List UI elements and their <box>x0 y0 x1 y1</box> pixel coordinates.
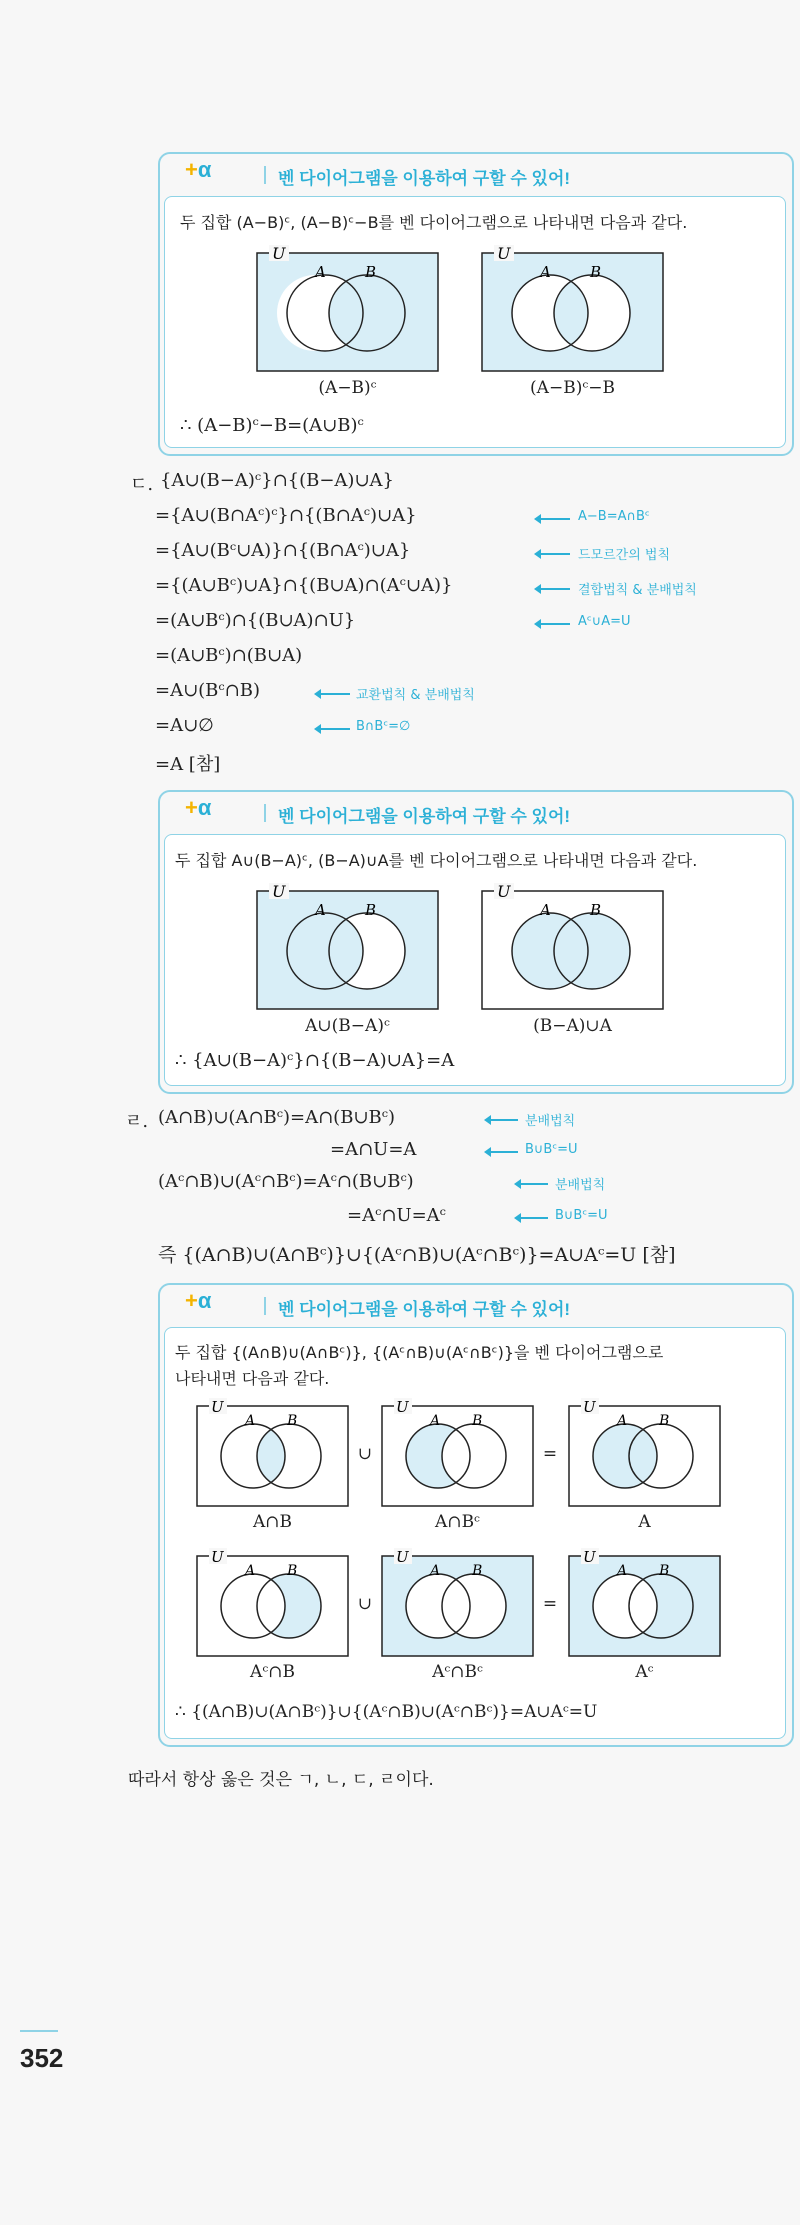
header-divider <box>264 1297 266 1315</box>
derivation-c-line-4: ={(A∪Bᶜ)∪A}∩{(B∪A)∩(Aᶜ∪A)} <box>155 575 453 596</box>
note-difference-law: A−B=A∩Bᶜ <box>578 509 650 524</box>
derivation-d-label: ㄹ. <box>125 1111 149 1132</box>
svg-text:A: A <box>430 1563 441 1579</box>
derivation-c-line-8: =A∪∅ <box>155 715 214 736</box>
note-arrow <box>520 1217 548 1219</box>
svg-text:U: U <box>272 883 286 901</box>
box2-intro: 두 집합 A∪(B−A)ᶜ, (B−A)∪A를 벤 다이어그램으로 나타내면 다음과 같다. <box>175 851 698 870</box>
venn-label-u: U <box>272 245 286 263</box>
derivation-d-line-3: (Aᶜ∩B)∪(Aᶜ∩Bᶜ)=Aᶜ∩(B∪Bᶜ) <box>158 1171 414 1192</box>
note-arrow <box>540 588 570 590</box>
note-commutative-distributive: 교환법칙 & 분배법칙 <box>356 688 475 703</box>
svg-text:B: B <box>365 263 377 281</box>
venn-diagram-a-complement <box>567 1548 722 1660</box>
derivation-c-label: ㄷ. <box>130 474 154 495</box>
venn-diagram-b-minus-a-union-a <box>480 883 665 1013</box>
note-arrow <box>540 518 570 520</box>
caption-a-complement-intersect-b-complement: Aᶜ∩Bᶜ <box>432 1662 483 1682</box>
page-number-rule <box>20 2030 58 2032</box>
venn-diagram-a-complement-intersect-b <box>195 1548 350 1660</box>
note-arrow <box>520 1183 548 1185</box>
note-arrow <box>320 728 350 730</box>
header-divider <box>264 804 266 822</box>
box-header-title: 벤 다이어그램을 이용하여 구할 수 있어! <box>278 1300 571 1319</box>
derivation-c-line-6: =(A∪Bᶜ)∩(B∪A) <box>155 645 303 666</box>
venn-diagram-a-intersect-b <box>195 1398 350 1510</box>
svg-text:A: A <box>540 263 551 281</box>
svg-text:A: A <box>540 901 551 919</box>
derivation-d-line-2: =A∩U=A <box>330 1139 417 1160</box>
derivation-d-line-1: (A∩B)∪(A∩Bᶜ)=A∩(B∪Bᶜ) <box>158 1107 395 1128</box>
svg-text:B: B <box>590 263 602 281</box>
caption-a-intersect-b-complement: A∩Bᶜ <box>435 1512 480 1532</box>
equals-symbol: = <box>542 1594 558 1614</box>
caption-a: A <box>638 1512 651 1532</box>
page-number: 352 <box>20 2043 64 2073</box>
header-divider <box>264 166 266 184</box>
venn-diagram-a-minus-b-complement-minus-b <box>480 245 665 375</box>
note-distributive: 분배법칙 <box>525 1114 576 1129</box>
svg-text:U: U <box>497 883 511 901</box>
note-arrow <box>540 623 570 625</box>
venn-diagram-a-intersect-b-complement <box>380 1398 535 1510</box>
svg-text:B: B <box>472 1413 483 1429</box>
svg-text:A: A <box>315 263 326 281</box>
equals-symbol: = <box>542 1444 558 1464</box>
plus-alpha-logo: +α <box>185 1288 212 1313</box>
svg-text:A: A <box>617 1563 628 1579</box>
caption-a-union-b-minus-a-complement: A∪(B−A)ᶜ <box>305 1016 390 1036</box>
svg-text:U: U <box>396 1398 409 1416</box>
svg-text:B: B <box>365 901 377 919</box>
derivation-c-line-2: ={A∪(B∩Aᶜ)ᶜ}∩{(B∩Aᶜ)∪A} <box>155 505 417 526</box>
svg-text:U: U <box>583 1398 596 1416</box>
derivation-c-line-7: =A∪(Bᶜ∩B) <box>155 680 260 701</box>
note-arrow <box>540 553 570 555</box>
note-complement-union: Aᶜ∪A=U <box>578 614 631 629</box>
box-header-title: 벤 다이어그램을 이용하여 구할 수 있어! <box>278 807 571 826</box>
note-union-complement: B∪Bᶜ=U <box>525 1142 578 1157</box>
venn-diagram-a-union-b-minus-a-complement <box>255 883 440 1013</box>
caption-a-minus-b-complement-minus-b: (A−B)ᶜ−B <box>530 378 615 398</box>
box3-conclusion: ∴ {(A∩B)∪(A∩Bᶜ)}∪{(Aᶜ∩B)∪(Aᶜ∩Bᶜ)}=A∪Aᶜ=U <box>175 1702 598 1722</box>
note-arrow <box>490 1119 518 1121</box>
svg-text:U: U <box>583 1548 596 1566</box>
derivation-c-line-3: ={A∪(Bᶜ∪A)}∩{(B∩Aᶜ)∪A} <box>155 540 411 561</box>
box-header-title: 벤 다이어그램을 이용하여 구할 수 있어! <box>278 169 571 188</box>
caption-a-intersect-b: A∩B <box>252 1512 292 1532</box>
venn-diagram-a <box>567 1398 722 1510</box>
caption-a-minus-b-complement: (A−B)ᶜ <box>318 378 377 398</box>
venn-diagram-a-complement-intersect-b-complement <box>380 1548 535 1660</box>
plus-alpha-logo: +α <box>185 157 212 182</box>
box1-intro: 두 집합 (A−B)ᶜ, (A−B)ᶜ−B를 벤 다이어그램으로 나타내면 다음과 같다. <box>180 213 688 232</box>
venn-diagram-a-minus-b-complement <box>255 245 440 375</box>
derivation-c-line-9: =A [참] <box>155 754 221 775</box>
svg-text:B: B <box>590 901 602 919</box>
box1-conclusion: ∴ (A−B)ᶜ−B=(A∪B)ᶜ <box>180 415 364 436</box>
note-intersection-empty: B∩Bᶜ=∅ <box>356 719 411 734</box>
caption-a-complement: Aᶜ <box>635 1662 654 1682</box>
svg-text:U: U <box>211 1548 224 1566</box>
note-associative-distributive: 결합법칙 & 분배법칙 <box>578 583 697 598</box>
union-symbol: ∪ <box>357 1594 373 1614</box>
svg-text:B: B <box>659 1563 670 1579</box>
plus-alpha-logo: +α <box>185 795 212 820</box>
svg-text:U: U <box>497 245 511 263</box>
note-arrow <box>490 1151 518 1153</box>
svg-text:B: B <box>472 1563 483 1579</box>
svg-text:U: U <box>396 1548 409 1566</box>
svg-text:B: B <box>659 1413 670 1429</box>
note-de-morgan: 드모르간의 법칙 <box>578 548 671 563</box>
svg-text:B: B <box>287 1413 298 1429</box>
box3-intro-line-1: 두 집합 {(A∩B)∪(A∩Bᶜ)}, {(Aᶜ∩B)∪(Aᶜ∩Bᶜ)}을 벤 다이어그램으로 <box>175 1343 664 1362</box>
union-symbol: ∪ <box>357 1444 373 1464</box>
svg-text:A: A <box>245 1413 256 1429</box>
svg-text:A: A <box>430 1413 441 1429</box>
note-union-complement: B∪Bᶜ=U <box>555 1208 608 1223</box>
derivation-d-line-4: =Aᶜ∩U=Aᶜ <box>347 1205 446 1226</box>
svg-text:A: A <box>315 901 326 919</box>
box3-intro-line-2: 나타내면 다음과 같다. <box>175 1369 330 1388</box>
caption-b-minus-a-union-a: (B−A)∪A <box>533 1016 612 1036</box>
final-answer: 따라서 항상 옳은 것은 ㄱ, ㄴ, ㄷ, ㄹ이다. <box>128 1770 434 1790</box>
derivation-d-conclusion: 즉 {(A∩B)∪(A∩Bᶜ)}∪{(Aᶜ∩B)∪(Aᶜ∩Bᶜ)}=A∪Aᶜ=U [참] <box>158 1244 676 1266</box>
svg-text:A: A <box>245 1563 256 1579</box>
svg-text:B: B <box>287 1563 298 1579</box>
svg-text:A: A <box>617 1413 628 1429</box>
caption-a-complement-intersect-b: Aᶜ∩B <box>250 1662 295 1682</box>
svg-text:U: U <box>211 1398 224 1416</box>
derivation-c-line-5: =(A∪Bᶜ)∩{(B∪A)∩U} <box>155 610 356 631</box>
note-arrow <box>320 693 350 695</box>
derivation-c-line-1: {A∪(B−A)ᶜ}∩{(B−A)∪A} <box>160 470 394 491</box>
box2-conclusion: ∴ {A∪(B−A)ᶜ}∩{(B−A)∪A}=A <box>175 1050 455 1071</box>
note-distributive: 분배법칙 <box>555 1178 606 1193</box>
